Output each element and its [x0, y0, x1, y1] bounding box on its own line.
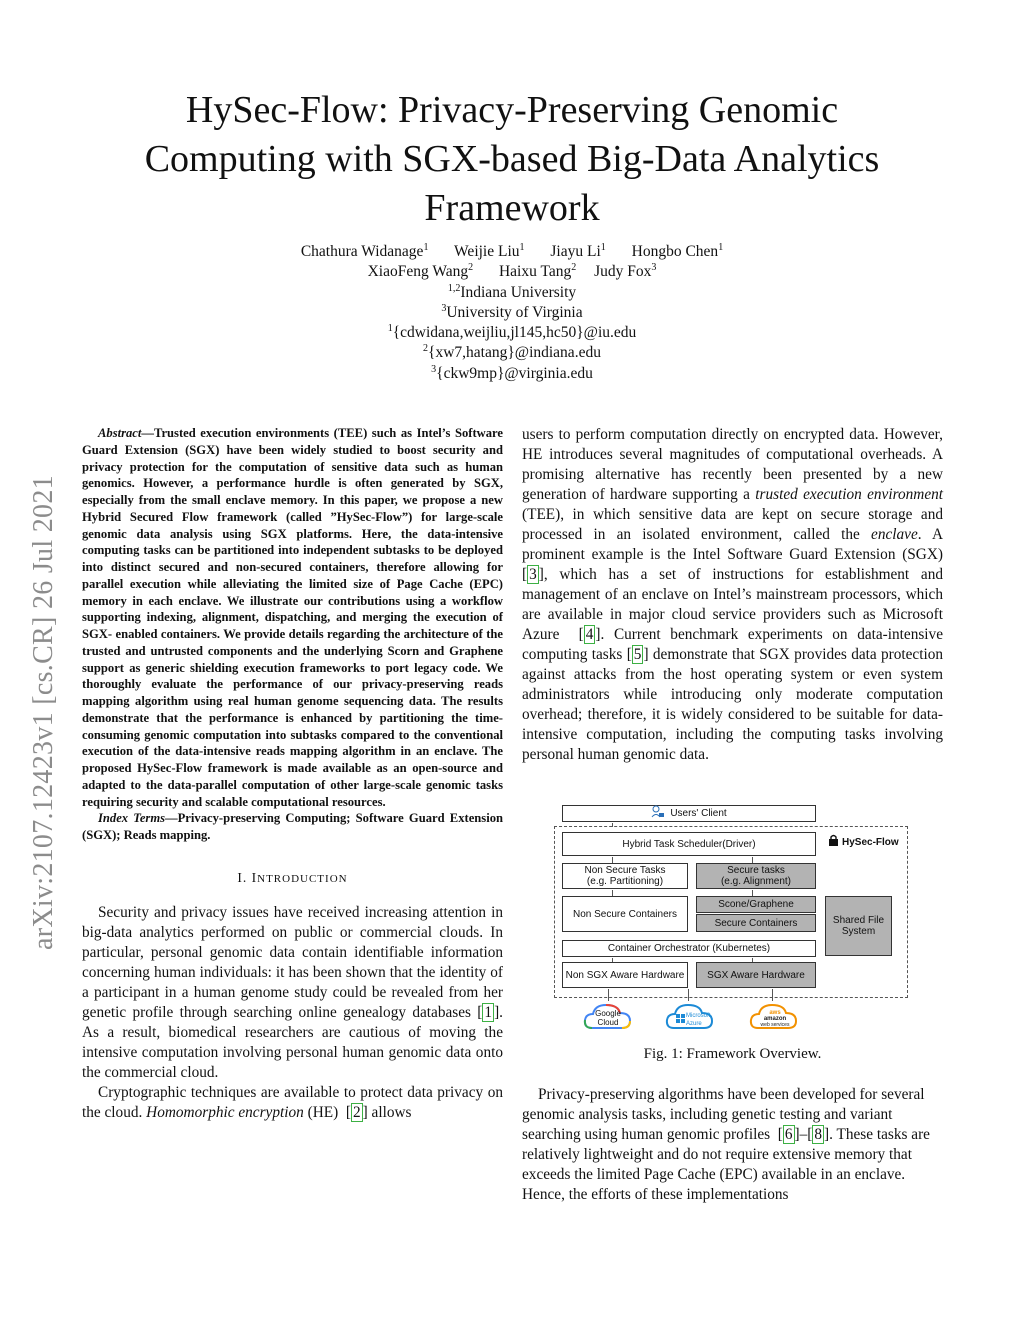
text-run: users to perform computation directly on encrypted data. However, HE introduces several magnitudes of computational overheads. A promising alternative has recently been presented by a new generation of hardware supporting a: [522, 426, 943, 503]
right-column-continued: [522, 1085, 943, 1205]
emphasis: Homomorphic encryption: [146, 1103, 304, 1121]
index-terms-label: Index Terms: [98, 811, 166, 826]
non-secure-containers-label: Non Secure Containers: [573, 908, 677, 920]
abstract-dash: —: [141, 426, 154, 440]
secure-containers-box: [696, 914, 816, 932]
introduction-text: [82, 903, 503, 1123]
shared-file-system-box: [825, 896, 892, 956]
text-run: Security and privacy issues have received increasing attention in big-data analytics performed on public or commercial clouds. In particular, personal genomic data contain identifiable information concerning human individuals: it has been shown that the identity of a participant in a human genome study could be revealed from her genetic profile through searching online genealogy databases: [82, 903, 503, 1021]
hysec-flow-label: HySec-Flow: [842, 836, 899, 848]
index-terms: [82, 810, 503, 844]
aws-logo: [748, 1002, 800, 1032]
text-run: . As a result, biomedical researchers are cautious of moving the intensive computation involving personal human genomic data onto the commercial cloud.: [82, 1003, 503, 1081]
google-label: Google: [595, 1009, 621, 1018]
section-number: I.: [237, 869, 248, 885]
author-name: Jiayu Li: [550, 243, 601, 260]
affiliation-name: Indiana University: [460, 283, 577, 301]
citation-link[interactable]: 4: [585, 626, 594, 643]
author-affiliation-mark: 2: [571, 262, 577, 274]
title-line-2: Computing with SGX-based Big-Data Analytics: [144, 138, 880, 180]
text-run: demonstrate that SGX provides data protection against attacks from the host operating system or even system administrators while introducing only moderate computation overhead; therefore, it is widely considered to be suitable for data-intensive computation, including the computing tasks involving personal human genomic data.: [522, 646, 944, 763]
figure-caption: Fig. 1: Framework Overview.: [643, 1046, 822, 1062]
section-title-initial: I: [251, 869, 258, 885]
users-client-box: [562, 805, 816, 822]
non-sgx-hardware-box: [562, 962, 688, 988]
scone-graphene-box: [696, 896, 816, 913]
author-row-2: [160, 262, 864, 282]
hysec-flow-tag: [828, 834, 899, 850]
author-name: XiaoFeng Wang: [367, 263, 469, 281]
text-run: . A prominent example is the Intel Software Guard Extension (SGX): [522, 526, 943, 563]
author-block: [160, 242, 864, 384]
citation-link[interactable]: 6: [784, 1126, 793, 1143]
azure-label: Azure: [686, 1021, 702, 1027]
email-3: [160, 364, 864, 384]
emphasis: enclave: [871, 526, 918, 543]
orchestrator-label: Container Orchestrator (Kubernetes): [607, 943, 771, 954]
abstract-paragraph: [82, 425, 503, 810]
secure-tasks-example: (e.g. Alignment): [720, 876, 792, 887]
lock-icon: [828, 834, 839, 850]
author-affiliation-mark: 3: [651, 262, 657, 274]
users-client-label: Users' Client: [670, 808, 727, 819]
section-heading-introduction: [82, 870, 503, 886]
left-column: [82, 425, 503, 1123]
text-run: –: [799, 1126, 808, 1143]
text-run: . These tasks are relatively lightweight and do not require extensive memory that exceeds the limited Page Cache (EPC) available in an enclave. Hence, the efforts of these implementations: [522, 1126, 930, 1203]
author-row-1: [160, 242, 864, 262]
author-affiliation-mark: 2: [468, 262, 474, 274]
secure-containers-label: Secure Containers: [714, 917, 798, 929]
scone-graphene-label: Scone/Graphene: [718, 899, 794, 910]
emphasis: trusted execution environment: [755, 486, 944, 503]
secure-tasks-label: Secure tasks: [727, 865, 785, 876]
amazon-label: amazon: [763, 1016, 787, 1022]
email-address: {cdwidana,weijliu,jl145,hc50}@iu.edu: [392, 324, 637, 342]
google-cloud-label: Cloud: [597, 1018, 619, 1027]
task-scheduler-box: [562, 832, 816, 856]
author-name: Chathura Widanage: [300, 243, 424, 260]
citation-link[interactable]: 2: [352, 1103, 361, 1121]
affiliation-mark: 3: [441, 302, 447, 314]
email-address: {ckw9mp}@virginia.edu: [436, 364, 593, 382]
text-run: Cryptographic techniques are available to protect data privacy on the cloud.: [82, 1083, 503, 1121]
text-run: allows: [371, 1103, 412, 1121]
google-cloud-logo: [582, 1002, 634, 1032]
container-orchestrator-box: [562, 940, 816, 957]
email-mark: 3: [431, 363, 437, 375]
author-affiliation-mark: 1: [600, 242, 606, 253]
text-run: , which has a set of instructions for establishment and management of an enclave on Intel’s mainstream processors, which are available in major cloud service providers such as Microsoft Azure: [522, 566, 943, 643]
title-line-3: Framework: [424, 187, 600, 229]
email-1: [160, 323, 864, 343]
user-computer-icon: [651, 805, 665, 822]
affiliation-name: University of Virginia: [446, 303, 583, 321]
title-line-1: HySec-Flow: Privacy-Preserving Genomic: [185, 89, 839, 131]
email-mark: 2: [423, 343, 429, 355]
microsoft-label: Microsoft: [686, 1013, 711, 1019]
email-2: [160, 343, 864, 363]
author-name: Judy Fox: [594, 263, 652, 281]
abstract: [82, 425, 503, 844]
azure-logo: [664, 1002, 716, 1032]
author-name: Hongbo Chen: [631, 243, 719, 260]
author-affiliation-mark: 1: [423, 242, 429, 253]
email-mark: 1: [387, 323, 393, 335]
non-secure-tasks-example: (e.g. Partitioning): [586, 876, 664, 887]
index-terms-text: Privacy-preserving Computing; Software Guard Extension (SGX); Reads mapping.: [82, 811, 503, 842]
non-secure-tasks-box: [562, 863, 688, 889]
scheduler-label: Hybrid Task Scheduler(Driver): [622, 838, 756, 850]
sgx-hardware-label: SGX Aware Hardware: [707, 969, 805, 981]
non-secure-containers-box: [562, 896, 688, 932]
email-address: {xw7,hatang}@indiana.edu: [428, 344, 601, 362]
right-paragraph-1: users to perform computation directly on encrypted data. However, HE introduces several magnitudes of computational overheads. A promising alternative has recently been presented by a new generation of hardware supporting a trusted execution environment (TEE), in which sensitive data are kept on secure storage and processed in an isolated environment, called the enclave. A prominent example is the Intel Software Guard Extension (SGX) [ 3 ], which has a set of instructions for establishment and management of an enclave on Intel’s mainstream processors, which are available in major cloud service providers such as Microsoft Azure [ 4 ]. Current benchmark experiments on data-intensive computing tasks [ 5 ] demonstrate that SGX provides data protection against attacks from the host operating system or even system administrators while introducing only moderate computation overhead; therefore, it is widely considered to be suitable for data-intensive computation, including the computing tasks involving personal human genomic data.: [522, 426, 944, 763]
citation-link[interactable]: 1: [484, 1003, 493, 1021]
framework-figure: [552, 800, 912, 1040]
intro-paragraph-2: Cryptographic techniques are available to protect data privacy on the cloud. Homomorphic encryption (HE) [ 2 ] allows: [82, 1083, 503, 1121]
aws-label: aws: [769, 1010, 781, 1016]
right-column: [522, 425, 943, 765]
non-sgx-hardware-label: Non SGX Aware Hardware: [565, 969, 685, 981]
text-run: (HE): [307, 1103, 339, 1121]
section-title-rest: NTRODUCTION: [257, 872, 348, 885]
intro-paragraph-1: Security and privacy issues have received increasing attention in big-data analytics performed on public or commercial clouds. In particular, personal genomic data contain identifiable information concerning human individuals: it has been shown that the identity of a participant in a human genome study could be revealed from her genetic profile through searching online genealogy databases [ 1 ]. As a result, biomedical researchers are cautious of moving the intensive computation involving personal human genomic data onto the commercial cloud.: [82, 903, 503, 1081]
abstract-text: Trusted execution environments (TEE) such as Intel’s Software Guard Extension (SGX) have been widely studied to boost security and privacy protection for the computation of sensitive data such as human genomics. However, a performance hurdle is often generated by SGX, especially from the small enclave memory. In this paper, we propose a new Hybrid Secured Flow framework (called ”HySec-Flow”) for large-scale genomic data analysis using SGX platforms. Here, the data-intensive computing tasks can be partitioned into independent subtasks to be deployed into distinct secured and non-secured containers, therefore allowing for parallel execution while alleviating the limited size of Page Cache (EPC) memory in each enclave. We illustrate our contributions using a workflow supporting indexing, alignment, dispatching, and merging the execution of SGX- enabled containers. We provide details regarding the architecture of the trusted and untrusted components and the underlying Scorn and Graphene support as generic shielding execution frameworks to port legacy code. We thoroughly evaluate the performance of our privacy-preserving reads mapping algorithm using real human genome sequencing data. The results demonstrate that the performance is enhanced by partitioning the time-consuming genomic computation into subtasks compared to the conventional execution of the data-intensive reads mapping algorithm in an enclave. The proposed HySec-Flow framework is made available as an open-source and adapted to the data-parallel computation of other large-scale genomic tasks requiring security and scalable computational resources.: [82, 426, 503, 809]
index-terms-dash: —: [165, 811, 178, 826]
sgx-hardware-box: [696, 962, 816, 988]
author-affiliation-mark: 1: [718, 242, 724, 253]
author-name: Weijie Liu: [454, 243, 520, 260]
shared-fs-label-2: System: [841, 926, 876, 937]
right-paragraph-2: Privacy-preserving algorithms have been developed for several genomic analysis tasks, including genetic testing and variant searching using human genomic profiles [ 6 ]–[ 8 ]. These tasks are relatively lightweight and do not require extensive memory that exceeds the limited Page Cache (EPC) available in an enclave. Hence, the efforts of these implementations: [522, 1086, 930, 1203]
citation-link[interactable]: 8: [814, 1126, 823, 1143]
author-name: Haixu Tang: [498, 263, 572, 281]
arxiv-identifier: arXiv:2107.12423v1 [cs.CR] 26 Jul 2021: [28, 475, 59, 950]
text-run: Privacy-preserving algorithms have been developed for several genomic analysis tasks, including genetic testing and variant searching using human genomic profiles: [522, 1086, 925, 1143]
affiliation-1: [160, 283, 864, 303]
citation-link[interactable]: 3: [529, 566, 537, 583]
shared-fs-label-1: Shared File: [832, 915, 885, 926]
affiliation-mark: 1,2: [447, 282, 461, 294]
text-run: (TEE), in which sensitive data are kept on secure storage and processed in an isolated environment, called the: [522, 506, 943, 543]
affiliation-2: [160, 303, 864, 323]
paper-title: [90, 86, 934, 233]
secure-tasks-box: [696, 863, 816, 889]
abstract-label: Abstract: [98, 426, 142, 440]
web-services-label: web services: [760, 1022, 790, 1028]
citation-link[interactable]: 5: [633, 646, 642, 663]
author-affiliation-mark: 1: [519, 242, 525, 253]
text-run: . Current benchmark experiments on data-intensive computing tasks: [522, 626, 943, 663]
non-secure-tasks-label: Non Secure Tasks: [584, 865, 666, 876]
